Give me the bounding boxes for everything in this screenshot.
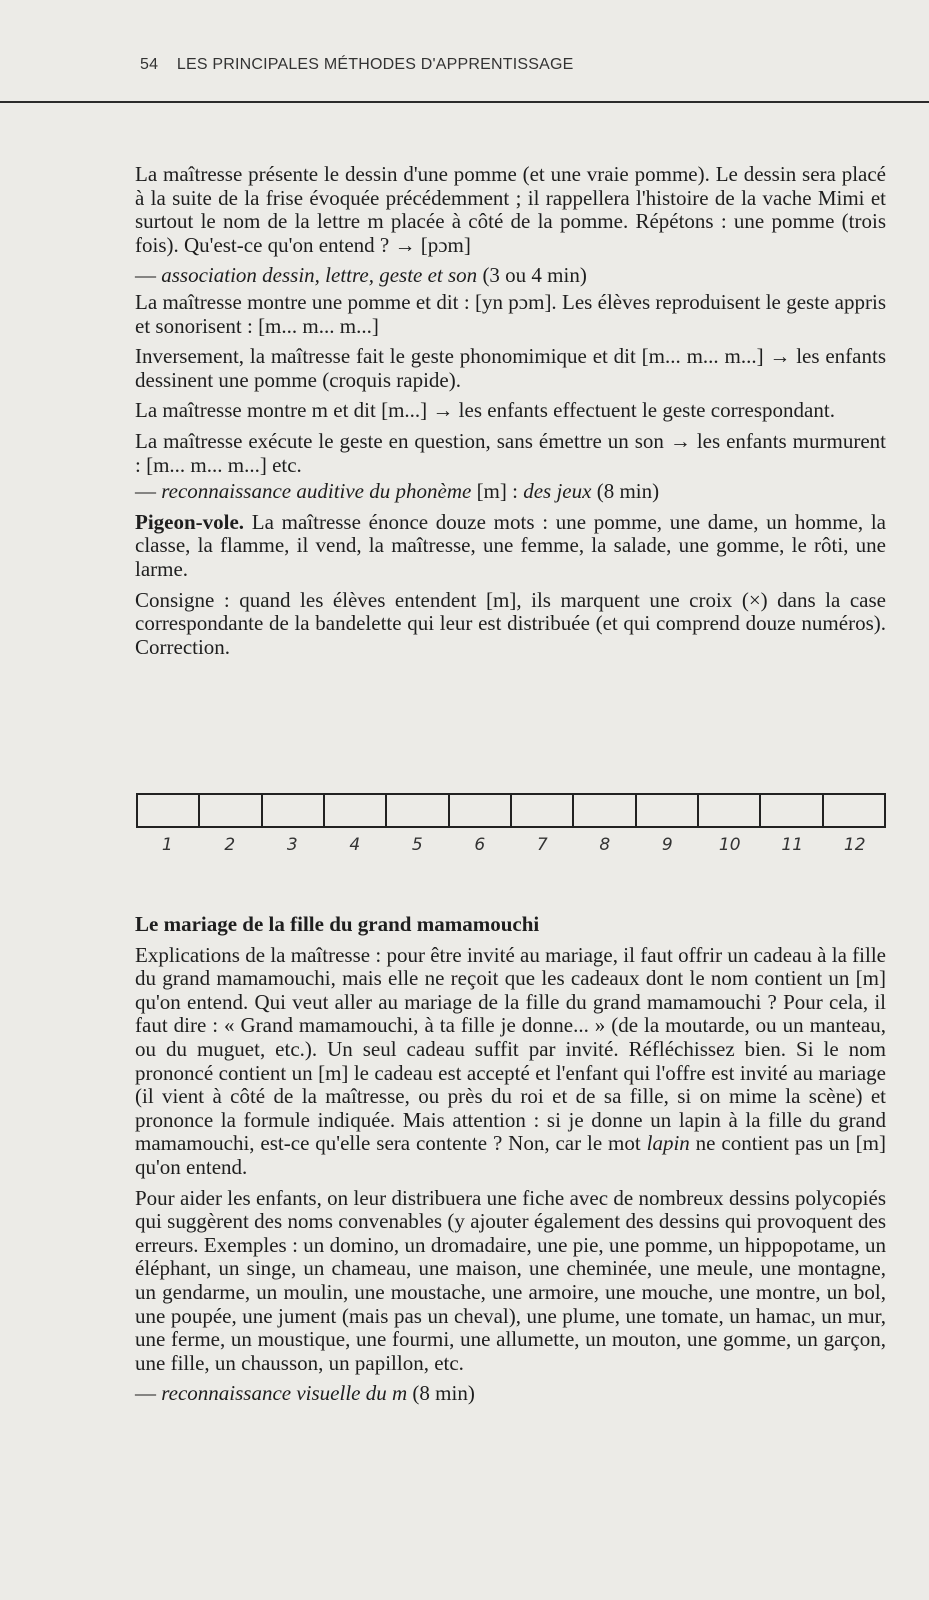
answer-strip-numbers: [136, 835, 886, 855]
strip-cell: [387, 795, 449, 826]
running-title: LES PRINCIPALES MÉTHODES D'APPRENTISSAGE: [176, 56, 574, 73]
section-pomme: [135, 163, 886, 666]
strip-number: 3: [286, 835, 298, 855]
strip-cell: [138, 795, 200, 826]
strip-number: 12: [843, 835, 866, 855]
paragraph-montre-pomme: La maîtresse montre une pomme et dit : [yn pɔm]. Les élèves reproduisent le geste appris et sonorisent : [m... m... m...]: [135, 289, 886, 338]
paragraph-montre-m: La maîtresse montre m et dit [m...] → les enfants effectuent le geste correspondant.: [135, 398, 835, 423]
strip-number: 6: [474, 835, 486, 855]
strip-cell: [824, 795, 884, 826]
strip-cell: [761, 795, 823, 826]
strip-number: 2: [224, 835, 236, 855]
strip-number: 5: [411, 835, 423, 855]
strip-cell: [574, 795, 636, 826]
strip-number: 7: [536, 835, 548, 855]
strip-number: 10: [718, 835, 741, 855]
answer-strip: [136, 793, 886, 828]
paragraph-consigne: Consigne : quand les élèves entendent [m], ils marquent une croix (×) dans la case correspondante de la bandelette qui leur est distribuée (et qui comprend douze numéros). Correction.: [135, 587, 886, 659]
strip-cell: [699, 795, 761, 826]
strip-number: 11: [781, 835, 804, 855]
step-association: — association dessin, lettre, geste et son (3 ou 4 min): [135, 263, 587, 288]
paragraph-geste: La maîtresse exécute le geste en question, sans émettre un son → les enfants murmurent : [m... m... m...] etc.: [135, 428, 886, 477]
paragraph-inversement: Inversement, la maîtresse fait le geste phonomimique et dit [m... m... m...] → les enfants dessinent une pomme (croquis rapide).: [135, 344, 886, 392]
strip-cell: [512, 795, 574, 826]
section-title: Le mariage de la fille du grand mamamouchi: [135, 912, 540, 936]
paragraph-pigeon-vole: Pigeon-vole. La maîtresse énonce douze mots : une pomme, une dame, un homme, la classe, la flamme, il vend, la maîtresse, une femme, la salade, une gomme, le rôti, une larme.: [135, 509, 886, 581]
strip-number: 9: [661, 835, 673, 855]
strip-cell: [450, 795, 512, 826]
page-number: 54: [140, 56, 159, 73]
strip-cell: [637, 795, 699, 826]
strip-number: 4: [349, 835, 361, 855]
strip-number: 1: [161, 835, 173, 855]
paragraph-intro: La maîtresse présente le dessin d'une pomme (et une vraie pomme). Le dessin sera placé à la suite de la frise évoquée précédemment ; il rappellera l'histoire de la vache Mimi et surtout le nom de la lettre m placée à côté de la pomme. Répétons : une pomme (trois fois). Qu'est-ce qu'on entend ? → [pɔm]: [135, 162, 886, 257]
step-reconnaissance-auditive: — reconnaissance auditive du phonème [m] : des jeux (8 min): [135, 479, 660, 504]
paragraph-aide: Pour aider les enfants, on leur distribuera une fiche avec de nombreux dessins polycopiés qui suggèrent des noms convenables (y ajouter également des dessins qui provoquent des erreurs. Exemples : un domino, un dromadaire, une pie, une pomme, un hippopotame, un éléphant, un singe, un chameau, une maison, une cheminée, une meule, une montagne, un gendarme, un moulin, une moustache, une armoire, une mouche, une montre, un bol, une poupée, une jument (mais pas un cheval), une plume, une tomate, un hamac, un mur, une ferme, un moustique, une fourmi, une allumette, un mouton, une gomme, un garçon, une fille, un chausson, un papillon, etc.: [135, 1185, 886, 1375]
strip-cell: [325, 795, 387, 826]
strip-number: 8: [599, 835, 611, 855]
strip-cell: [263, 795, 325, 826]
header-rule: [0, 101, 929, 103]
paragraph-explications: Explications de la maîtresse : pour être invité au mariage, il faut offrir un cadeau à la fille du grand mamamouchi, mais elle ne reçoit que les cadeaux dont le nom contient un [m] qu'on entend. Qui veut aller au mariage de la fille du grand mamamouchi ? Pour cela, il faut dire : « Grand mamamouchi, à ta fille je donne... » (de la moutarde, ou un manteau, ou du muguet, etc.). Un seul cadeau suffit par invité. Réfléchissez bien. Si le nom prononcé contient un [m] le cadeau est accepté et l'enfant qui l'offre est invité au mariage (il vient à côté de la maîtresse, ou près du roi et de sa fille, si on mime la scène) et prononce la formule indiquée. Mais attention : si je donne un lapin à la fille du grand mamamouchi, est-ce qu'elle sera contente ? Non, car le mot lapin ne contient pas un [m] qu'on entend.: [135, 942, 886, 1179]
strip-cell: [200, 795, 262, 826]
step-reconnaissance-visuelle: — reconnaissance visuelle du m (8 min): [135, 1381, 475, 1406]
running-header: [140, 56, 574, 74]
section-mariage: [135, 913, 886, 1413]
